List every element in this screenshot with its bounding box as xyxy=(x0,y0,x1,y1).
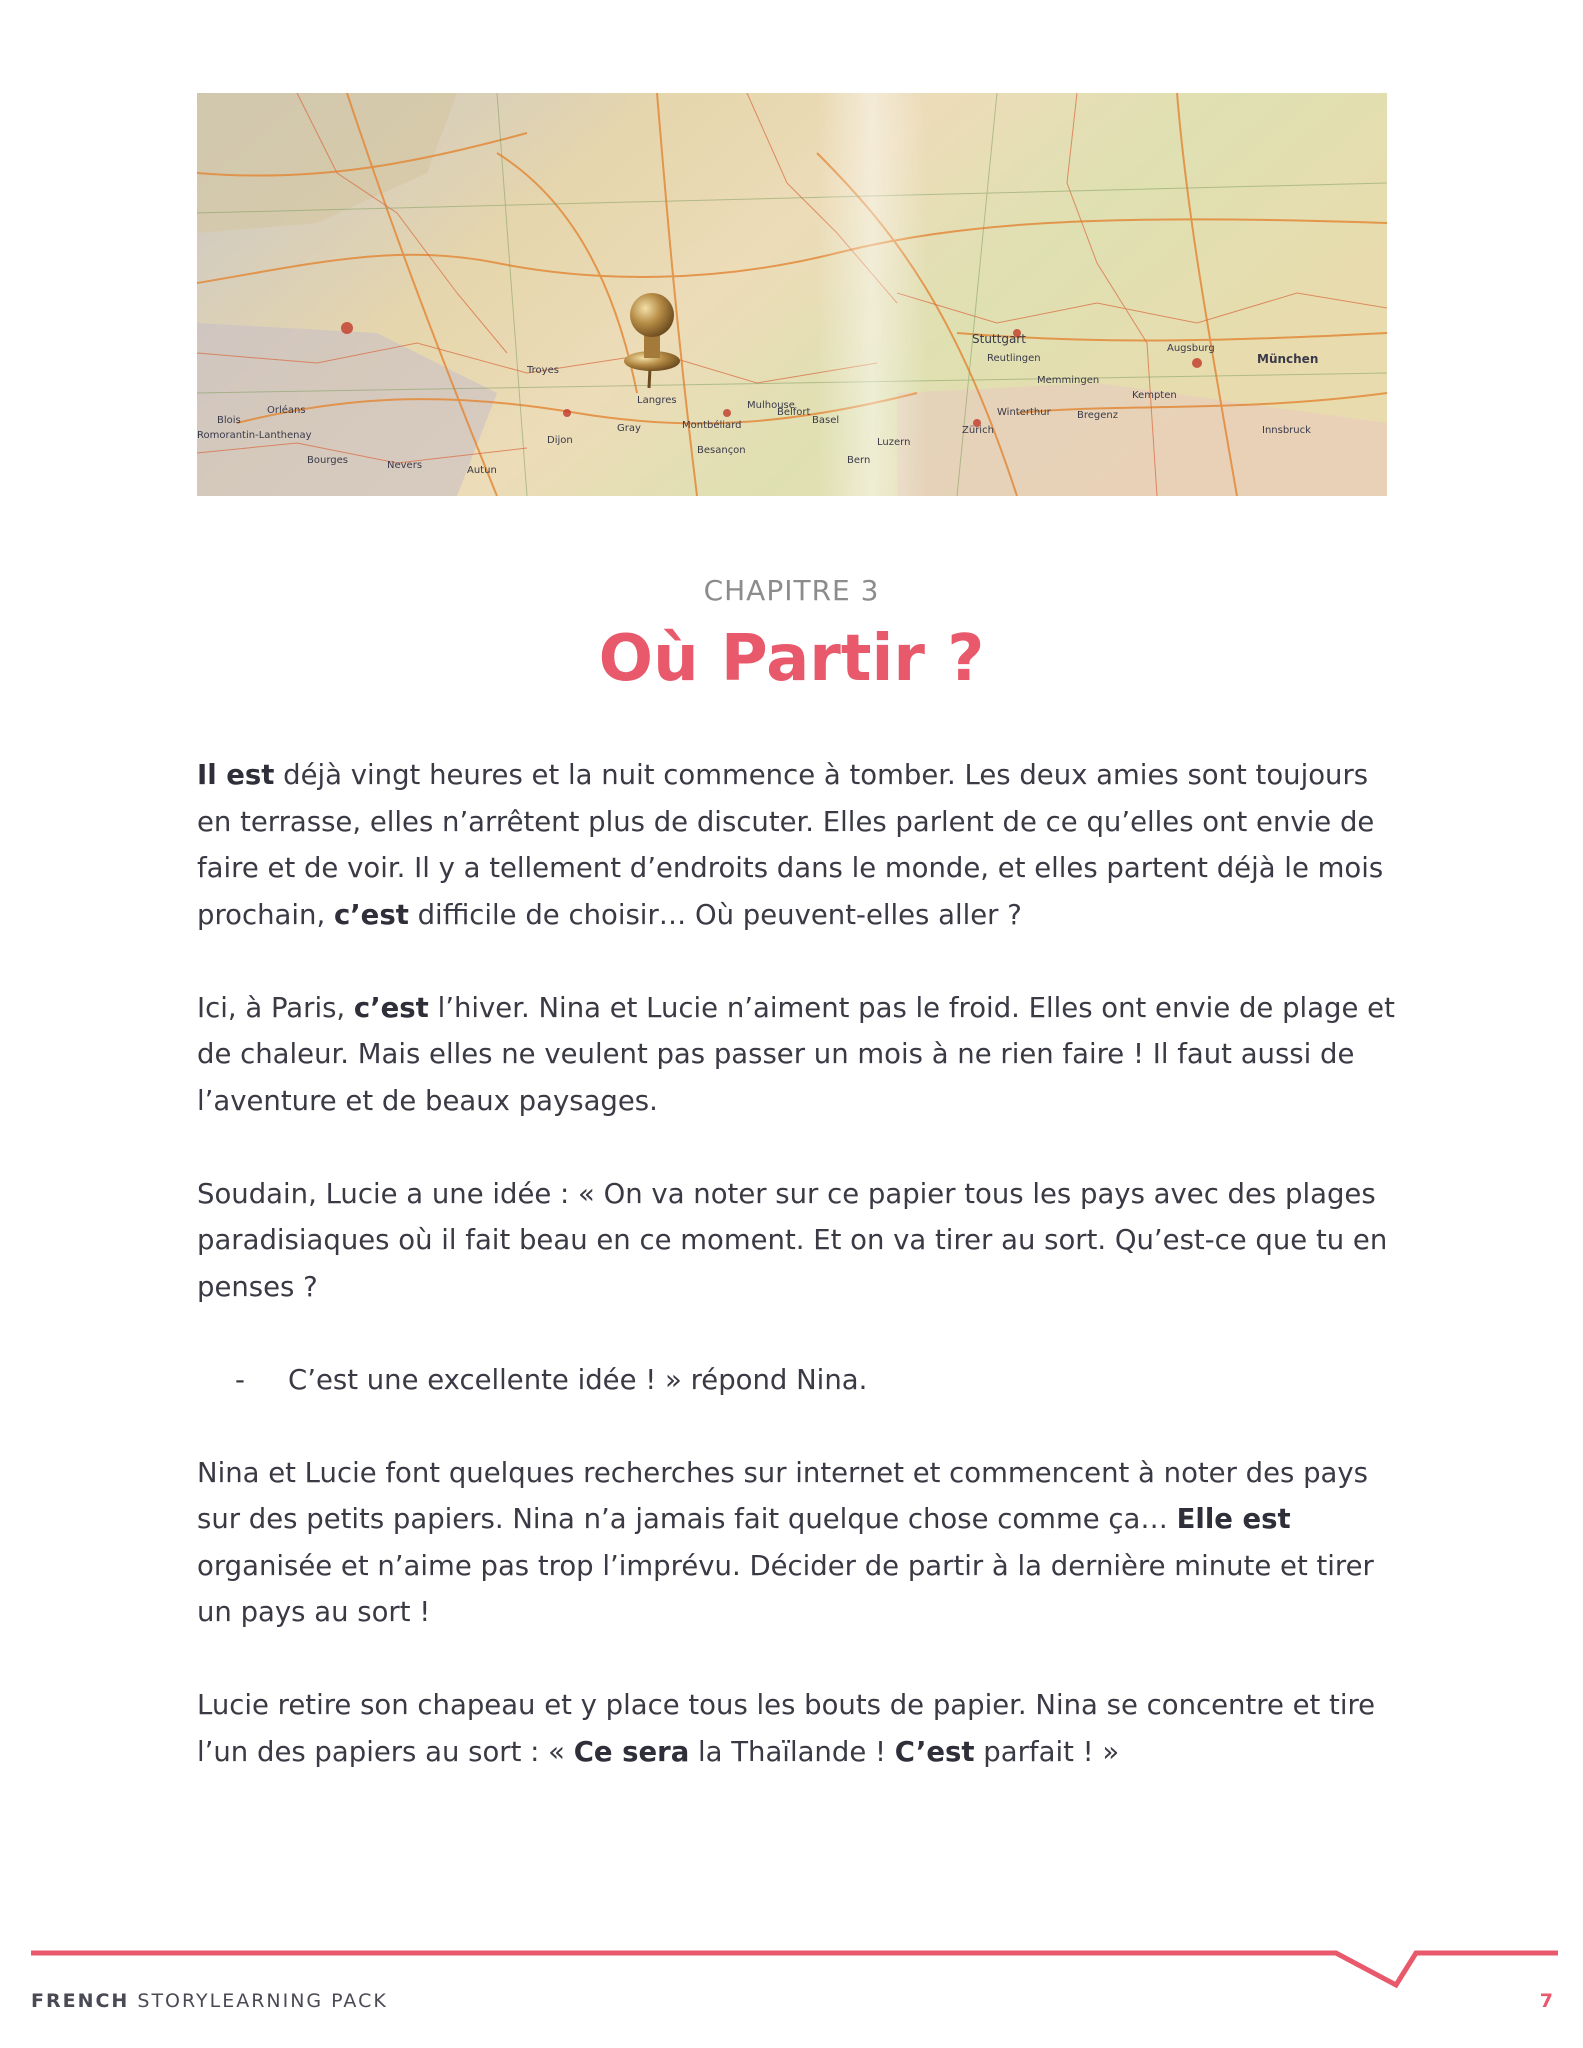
map-label: Luzern xyxy=(877,437,911,448)
map-label: Mulhouse xyxy=(747,400,795,411)
text-run: Ici, à Paris, xyxy=(197,991,354,1024)
footer-brand: FRENCH xyxy=(31,1990,130,2012)
text-run: difficile de choisir… Où peuvent-elles aller ? xyxy=(408,898,1022,931)
text-run: déjà vingt heures et la nuit commence à tomber. Les deux amies sont toujours en terrasse, elles n’arrêtent plus de discuter. Elles parlent de ce qu’elles ont envie de faire et de voir. Il y a tellement d’endroits dans le monde, et elles partent déjà le mois prochain, xyxy=(197,759,1384,931)
map-label: Bourges xyxy=(307,455,348,466)
bold-verb: Ce sera xyxy=(573,1735,690,1768)
map-label: Kempten xyxy=(1132,390,1177,401)
map-label: Winterthur xyxy=(997,407,1051,418)
text-run: Soudain, Lucie a une idée : « On va noter sur ce papier tous les pays avec des plages paradisiaques où il fait beau en ce moment. Et on va tirer au sort. Qu’est-ce que tu en penses ? xyxy=(197,1177,1388,1303)
paragraph xyxy=(197,985,1397,1125)
bold-verb: Il est xyxy=(197,759,275,791)
map-label: Reutlingen xyxy=(987,353,1041,364)
map-label: Memmingen xyxy=(1037,375,1100,386)
map-label: Belfort xyxy=(777,407,811,418)
map-label: Dijon xyxy=(547,435,573,446)
bold-verb: Elle est xyxy=(1176,1503,1291,1535)
chapter-label: CHAPITRE 3 xyxy=(703,574,880,607)
map-label: Orléans xyxy=(267,405,306,416)
bold-verb: c’est xyxy=(353,991,429,1024)
chapter-title: Où Partir ? xyxy=(598,622,985,696)
footer-subtitle: STORYLEARNING PACK xyxy=(137,1990,388,2012)
text-run: Nina et Lucie font quelques recherches sur internet et commencent à noter des pays sur des petits papiers. Nina n’a jamais fait quelque chose comme ça… xyxy=(197,1456,1368,1535)
dialogue-dash: - xyxy=(235,1363,245,1396)
story-body xyxy=(197,752,1397,1822)
dialogue-line xyxy=(197,1357,1397,1404)
map-label: Romorantin-Lanthenay xyxy=(197,430,312,441)
map-label: München xyxy=(1257,352,1319,366)
map-label: Innsbruck xyxy=(1262,425,1311,436)
text-run: organisée et n’aime pas trop l’imprévu. Décider de partir à la dernière minute et tirer un pays au sort ! xyxy=(197,1549,1374,1628)
text-run: la Thaïlande ! xyxy=(689,1735,895,1768)
map-label: Basel xyxy=(812,415,840,426)
map-label: Augsburg xyxy=(1167,343,1215,354)
map-label: Nevers xyxy=(387,460,423,471)
paragraph xyxy=(197,1682,1397,1775)
footer-title xyxy=(31,1990,388,2012)
map-label: Autun xyxy=(467,465,497,476)
text-run: parfait ! » xyxy=(974,1735,1120,1768)
map-label: Besançon xyxy=(697,445,746,456)
map-label: Langres xyxy=(637,395,677,406)
bold-verb: c’est xyxy=(333,898,409,931)
paragraph xyxy=(197,1171,1397,1311)
text-run: Lucie retire son chapeau et y place tous les bouts de papier. Nina se concentre et tire l’un des papiers au sort : « xyxy=(197,1689,1376,1768)
map-label: Montbéliard xyxy=(682,420,742,431)
map-label: Blois xyxy=(217,415,241,426)
hero-map-image xyxy=(197,93,1387,496)
map-label: Stuttgart xyxy=(972,332,1026,346)
page-number: 7 xyxy=(1539,1990,1553,2012)
map-label: Troyes xyxy=(527,365,559,376)
footer-divider xyxy=(31,1945,1558,1995)
map-label: Bregenz xyxy=(1077,410,1118,421)
text-run: l’hiver. Nina et Lucie n’aiment pas le froid. Elles ont envie de plage et de chaleur. Mais elles ne veulent pas passer un mois à ne rien faire ! Il faut aussi de l’aventure et de beaux paysages. xyxy=(197,991,1395,1117)
map-label: Bern xyxy=(847,455,871,466)
bold-verb: C’est xyxy=(894,1735,975,1768)
map-label: Gray xyxy=(617,423,641,434)
paragraph xyxy=(197,752,1397,938)
paragraph xyxy=(197,1450,1397,1636)
dialogue-text: C’est une excellente idée ! » répond Nina. xyxy=(288,1363,868,1396)
map-label: Zürich xyxy=(962,425,994,436)
